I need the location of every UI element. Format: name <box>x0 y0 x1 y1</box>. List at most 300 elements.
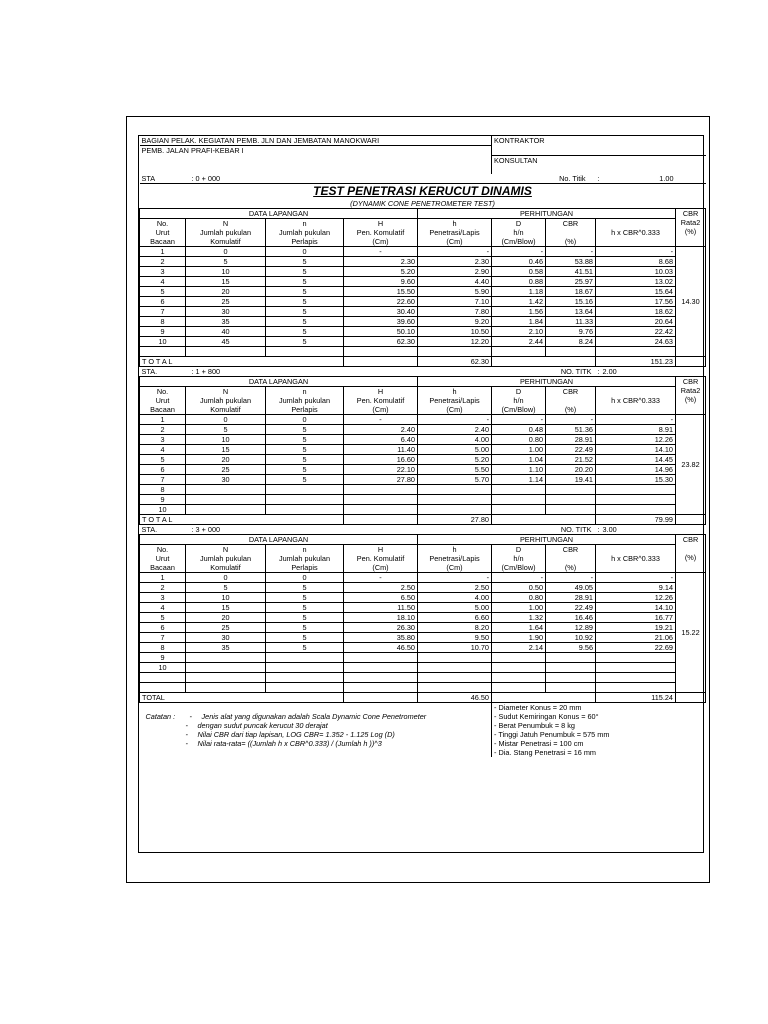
table-cell <box>492 682 546 692</box>
table-cell <box>186 504 266 514</box>
title-row <box>140 183 706 199</box>
column-header-n: Jumlah pukulan <box>266 228 344 237</box>
cbr-rata-header-line: (%) <box>684 394 697 404</box>
table-cell: - <box>492 572 546 582</box>
column-header-d: (Cm/Blow) <box>492 237 546 247</box>
table-cell: 8.20 <box>418 622 492 632</box>
sta-label: STA. <box>140 366 186 376</box>
table-cell <box>418 484 492 494</box>
table-cell: 12.20 <box>418 336 492 346</box>
column-header-n: Jumlah pukulan <box>186 228 266 237</box>
titik-value: 3.00 <box>602 524 617 534</box>
table-cell <box>492 652 546 662</box>
table-cell <box>344 672 418 682</box>
table-cell: 13.02 <box>596 276 676 286</box>
table-cell: 19.21 <box>596 622 676 632</box>
table-cell <box>546 494 596 504</box>
cbr-rata-header <box>676 534 706 572</box>
table-cell: 8 <box>140 642 186 652</box>
table-cell: 2 <box>140 256 186 266</box>
total-row <box>140 514 706 524</box>
column-header-d: (Cm/Blow) <box>492 563 546 573</box>
column-header-no: No. <box>140 386 186 396</box>
column-header-hxcbr: h x CBR^0.333 <box>596 228 676 237</box>
table-cell: 9.60 <box>344 276 418 286</box>
table-cell: 10.70 <box>418 642 492 652</box>
table-cell: 2.10 <box>492 326 546 336</box>
table-cell <box>492 662 546 672</box>
total-hxcbr: 151.23 <box>596 356 676 366</box>
table-cell <box>546 682 596 692</box>
table-cell: 1.00 <box>492 444 546 454</box>
column-header-n: Komulatif <box>186 405 266 415</box>
titik-label: NO. TITK <box>492 524 596 534</box>
table-cell <box>546 504 596 514</box>
column-header-no: Urut <box>140 228 186 237</box>
dcp-form <box>139 136 706 757</box>
cbr-rata-header-line: Rata2 <box>680 217 701 227</box>
table-cell: 5 <box>266 622 344 632</box>
cbr-rata-header-line: (%) <box>684 552 697 562</box>
table-cell: 20 <box>186 286 266 296</box>
table-cell: - <box>418 572 492 582</box>
table-cell: 53.88 <box>546 256 596 266</box>
group-header-row <box>140 208 706 218</box>
table-row <box>140 662 706 672</box>
table-cell: 6.60 <box>418 612 492 622</box>
table-cell: 6.50 <box>344 592 418 602</box>
column-header-cbr: (%) <box>546 563 596 573</box>
table-cell: 3 <box>140 434 186 444</box>
table-cell: 0.80 <box>492 434 546 444</box>
table-cell: 35 <box>186 316 266 326</box>
column-header-d: h/n <box>492 554 546 563</box>
titik-value: 2.00 <box>602 366 617 376</box>
table-cell: 13.64 <box>546 306 596 316</box>
table-cell: 5.70 <box>418 474 492 484</box>
table-cell: 9 <box>140 652 186 662</box>
column-header-h: (Cm) <box>418 237 492 247</box>
table-cell <box>492 504 546 514</box>
column-header-h: H <box>344 386 418 396</box>
table-cell <box>596 504 676 514</box>
table-cell: 4.00 <box>418 592 492 602</box>
table-cell: 35 <box>186 642 266 652</box>
table-cell: - <box>596 246 676 256</box>
table-cell: 18.62 <box>596 306 676 316</box>
cbr-rata-header <box>676 208 706 246</box>
table-cell: 9.20 <box>418 316 492 326</box>
table-row <box>140 256 706 266</box>
table-cell: 6 <box>140 296 186 306</box>
table-cell <box>186 494 266 504</box>
table-cell: 2.90 <box>418 266 492 276</box>
column-header-n: N <box>186 544 266 554</box>
column-header-d: (Cm/Blow) <box>492 405 546 415</box>
table-cell <box>140 682 186 692</box>
table-cell: 7 <box>140 306 186 316</box>
notes-label: Catatan : <box>145 711 176 721</box>
table-cell: 30 <box>186 306 266 316</box>
table-cell: 0 <box>186 414 266 424</box>
column-header-n: n <box>266 544 344 554</box>
table-cell: 18.10 <box>344 612 418 622</box>
table-cell <box>266 672 344 682</box>
table-cell: 1.10 <box>492 464 546 474</box>
table-row <box>140 682 706 692</box>
spec-item: - Dia. Stang Penetrasi = 16 mm <box>492 748 706 757</box>
table-cell <box>492 672 546 682</box>
table-cell: 2.30 <box>344 256 418 266</box>
table-cell: 2.14 <box>492 642 546 652</box>
table-cell: 2.50 <box>418 582 492 592</box>
table-cell: 0.50 <box>492 582 546 592</box>
table-row <box>140 424 706 434</box>
table-cell <box>344 662 418 672</box>
table-cell: 50.10 <box>344 326 418 336</box>
table-cell: 2 <box>140 582 186 592</box>
total-row <box>140 692 706 702</box>
table-cell: 0.88 <box>492 276 546 286</box>
column-header-row <box>140 218 706 228</box>
column-header-d: h/n <box>492 228 546 237</box>
column-header-row <box>140 544 706 554</box>
table-cell: 10 <box>186 266 266 276</box>
table-row <box>140 494 706 504</box>
table-cell: 27.80 <box>344 474 418 484</box>
column-header-n: Perlapis <box>266 563 344 573</box>
column-header-cbr <box>546 228 596 237</box>
table-cell: 4 <box>140 444 186 454</box>
table-cell: 2.40 <box>418 424 492 434</box>
table-cell: 5 <box>186 256 266 266</box>
table-cell: 11.50 <box>344 602 418 612</box>
column-header-n: Perlapis <box>266 237 344 247</box>
header-row-1 <box>140 136 706 146</box>
total-label: TOTAL <box>140 692 344 702</box>
table-cell: 5 <box>266 286 344 296</box>
table-cell: 11.40 <box>344 444 418 454</box>
table-row <box>140 296 706 306</box>
perhitungan-header: PERHITUNGAN <box>418 534 676 544</box>
column-header-h: Penetrasi/Lapis <box>418 228 492 237</box>
table-cell: 0 <box>186 572 266 582</box>
table-cell <box>418 346 492 356</box>
table-cell: - <box>418 246 492 256</box>
table-row <box>140 484 706 494</box>
notes-row <box>140 739 706 748</box>
table-cell <box>344 682 418 692</box>
titik-value: 1.00 <box>659 173 674 183</box>
table-cell: - <box>546 572 596 582</box>
table-cell: 8 <box>140 316 186 326</box>
table-cell <box>186 662 266 672</box>
table-cell: - <box>344 572 418 582</box>
spec-item: - Tinggi Jatuh Penumbuk = 575 mm <box>492 730 706 739</box>
titik-sep: : <box>597 366 600 376</box>
table-cell: 15.30 <box>596 474 676 484</box>
cbr-rata-header-line <box>678 544 703 553</box>
table-cell: - <box>546 414 596 424</box>
table-cell: 16.46 <box>546 612 596 622</box>
column-header-no: Bacaan <box>140 405 186 415</box>
column-header-cbr: (%) <box>546 237 596 247</box>
table-cell: 5.00 <box>418 602 492 612</box>
column-header-h: (Cm) <box>344 405 418 415</box>
table-cell: 5.20 <box>344 266 418 276</box>
table-cell: 15 <box>186 444 266 454</box>
table-row <box>140 504 706 514</box>
notes-row <box>140 721 706 730</box>
column-header-no: No. <box>140 544 186 554</box>
group-header-row <box>140 534 706 544</box>
table-cell <box>266 652 344 662</box>
column-header-row <box>140 237 706 247</box>
sta-row-3 <box>140 524 706 534</box>
spec-item: - Sudut Kemiringan Konus = 60° <box>492 712 706 721</box>
total-label: T O T A L <box>140 356 344 366</box>
table-cell <box>418 494 492 504</box>
table-cell: 5 <box>266 434 344 444</box>
column-header-h: Pen. Komulatif <box>344 396 418 405</box>
table-cell: 5 <box>140 454 186 464</box>
column-header-d: D <box>492 218 546 228</box>
header-left-1: BAGIAN PELAK. KEGIATAN PEMB. JLN DAN JEMBATAN MANOKWARI <box>140 136 492 146</box>
table-cell <box>344 652 418 662</box>
table-cell: 1.90 <box>492 632 546 642</box>
column-header-n: Komulatif <box>186 563 266 573</box>
table-cell: 1.04 <box>492 454 546 464</box>
cbr-rata-header-line: CBR <box>682 534 699 544</box>
column-header-h: Penetrasi/Lapis <box>418 396 492 405</box>
table-cell: - <box>418 414 492 424</box>
table-cell: 16.60 <box>344 454 418 464</box>
table-cell: 5 <box>186 582 266 592</box>
table-cell: 45 <box>186 336 266 346</box>
subtitle-row <box>140 199 706 209</box>
total-hxcbr: 79.99 <box>596 514 676 524</box>
table-cell: 5 <box>266 602 344 612</box>
table-cell: 5.90 <box>418 286 492 296</box>
column-header-h: Penetrasi/Lapis <box>418 554 492 563</box>
column-header-row <box>140 396 706 405</box>
table-cell: 12.89 <box>546 622 596 632</box>
table-cell <box>546 484 596 494</box>
table-cell: 5 <box>140 612 186 622</box>
column-header-no: Bacaan <box>140 563 186 573</box>
table-cell <box>418 672 492 682</box>
note-item: Jenis alat yang digunakan adalah Scala Dynamic Cone Penetrometer <box>201 711 427 721</box>
table-cell: 22.42 <box>596 326 676 336</box>
table-cell <box>596 494 676 504</box>
titik-sep: : <box>597 524 600 534</box>
notes-dash: - <box>189 711 192 721</box>
column-header-h: (Cm) <box>344 237 418 247</box>
data-lapangan-header: DATA LAPANGAN <box>140 534 418 544</box>
table-row <box>140 286 706 296</box>
table-row <box>140 246 706 256</box>
table-cell: 14.10 <box>596 444 676 454</box>
table-cell: 0.80 <box>492 592 546 602</box>
table-cell: 25 <box>186 296 266 306</box>
table-row <box>140 582 706 592</box>
table-row <box>140 642 706 652</box>
table-cell: 9.50 <box>418 632 492 642</box>
total-row <box>140 356 706 366</box>
column-header-n: Jumlah pukulan <box>186 396 266 405</box>
table-cell: 8.24 <box>546 336 596 346</box>
column-header-row <box>140 405 706 415</box>
table-row <box>140 414 706 424</box>
table-cell: 0 <box>186 246 266 256</box>
table-cell: 2.30 <box>418 256 492 266</box>
cbr-rata-header-line: CBR <box>682 208 699 218</box>
page-subtitle: (DYNAMIK CONE PENETROMETER TEST) <box>140 199 706 209</box>
table-cell: 5 <box>266 474 344 484</box>
table-cell: 5 <box>266 296 344 306</box>
table-cell: 26.30 <box>344 622 418 632</box>
table-cell: 8.68 <box>596 256 676 266</box>
table-row <box>140 572 706 582</box>
table-cell: 0.58 <box>492 266 546 276</box>
table-cell: 25 <box>186 622 266 632</box>
note-item: Nilai rata-rata= ((Jumlah h x CBR^0.333) / (Jumlah h ))^3 <box>197 738 382 748</box>
table-cell: 3 <box>140 592 186 602</box>
group-header-row <box>140 376 706 386</box>
column-header-row <box>140 386 706 396</box>
table-row <box>140 474 706 484</box>
table-cell: 1.32 <box>492 612 546 622</box>
column-header-n: n <box>266 386 344 396</box>
cbr-rata-header-line: (%) <box>684 226 697 236</box>
table-cell: 7 <box>140 632 186 642</box>
total-h: 27.80 <box>418 514 492 524</box>
table-cell: - <box>344 414 418 424</box>
table-row <box>140 266 706 276</box>
table-row <box>140 672 706 682</box>
table-cell: 30.40 <box>344 306 418 316</box>
table-row <box>140 632 706 642</box>
table-cell: 2.44 <box>492 336 546 346</box>
table-cell: 22.10 <box>344 464 418 474</box>
table-cell: 1 <box>140 414 186 424</box>
table-cell <box>266 682 344 692</box>
table-cell <box>492 484 546 494</box>
table-row <box>140 434 706 444</box>
table-cell: 4 <box>140 602 186 612</box>
column-header-no: Bacaan <box>140 237 186 247</box>
column-header-h: Pen. Komulatif <box>344 554 418 563</box>
table-cell <box>418 504 492 514</box>
table-row <box>140 622 706 632</box>
cbr-rata-header-line: CBR <box>682 376 699 386</box>
table-cell: 3 <box>140 266 186 276</box>
column-header-n: N <box>186 218 266 228</box>
table-cell <box>596 652 676 662</box>
table-cell <box>344 504 418 514</box>
table-cell: 10 <box>186 434 266 444</box>
column-header-n: Jumlah pukulan <box>186 554 266 563</box>
header-row-2 <box>140 146 706 156</box>
cbr-rata-value: 14.30 <box>676 246 706 356</box>
table-cell: 12.26 <box>596 434 676 444</box>
column-header-cbr: (%) <box>546 405 596 415</box>
kontraktor-label: KONTRAKTOR <box>492 136 706 146</box>
table-row <box>140 464 706 474</box>
column-header-h: H <box>344 218 418 228</box>
table-cell: 20.64 <box>596 316 676 326</box>
table-cell: 8.91 <box>596 424 676 434</box>
table-cell <box>186 672 266 682</box>
table-cell: 28.91 <box>546 592 596 602</box>
table-cell <box>596 346 676 356</box>
column-header-cbr <box>546 396 596 405</box>
note-item: dengan sudut puncak kerucut 30 derajat <box>197 720 328 730</box>
header-row-3 <box>140 155 706 165</box>
table-cell <box>492 346 546 356</box>
table-cell: 10.50 <box>418 326 492 336</box>
table-cell <box>546 652 596 662</box>
table-cell: 5 <box>266 582 344 592</box>
notes-row <box>140 712 706 721</box>
table-cell: 15 <box>186 276 266 286</box>
table-cell: 46.50 <box>344 642 418 652</box>
table-cell: 18.67 <box>546 286 596 296</box>
column-header-h: (Cm) <box>418 563 492 573</box>
table-cell: 5 <box>140 286 186 296</box>
table-cell <box>344 346 418 356</box>
note-item: Nilai CBR dari tiap lapisan, LOG CBR= 1.352 - 1.125 Log (D) <box>197 729 395 739</box>
table-cell <box>418 682 492 692</box>
column-header-n: N <box>186 386 266 396</box>
table-cell: 16.77 <box>596 612 676 622</box>
page-title: TEST PENETRASI KERUCUT DINAMIS <box>140 183 706 199</box>
table-cell: 10.92 <box>546 632 596 642</box>
column-header-n: Komulatif <box>186 237 266 247</box>
table-cell <box>266 504 344 514</box>
table-cell: - <box>596 414 676 424</box>
table-cell: 5 <box>266 256 344 266</box>
table-cell <box>266 484 344 494</box>
table-cell <box>186 346 266 356</box>
table-cell <box>186 682 266 692</box>
table-cell: 5 <box>266 464 344 474</box>
table-cell: - <box>546 246 596 256</box>
table-cell: 5 <box>266 632 344 642</box>
header-row-4 <box>140 165 706 174</box>
table-cell: 1.56 <box>492 306 546 316</box>
column-header-row <box>140 554 706 563</box>
table-cell: 28.91 <box>546 434 596 444</box>
table-cell: 7 <box>140 474 186 484</box>
table-cell: 2 <box>140 424 186 434</box>
table-row <box>140 592 706 602</box>
column-header-cbr <box>546 554 596 563</box>
table-cell: 25 <box>186 464 266 474</box>
table-cell <box>546 662 596 672</box>
table-cell: 6 <box>140 622 186 632</box>
table-cell: 7.80 <box>418 306 492 316</box>
column-header-n: Jumlah pukulan <box>266 396 344 405</box>
table-cell: 14.45 <box>596 454 676 464</box>
table-cell: 0 <box>266 572 344 582</box>
notes-dash: - <box>185 738 188 748</box>
sta-value: : 0 + 000 <box>191 173 221 183</box>
table-cell: 22.69 <box>596 642 676 652</box>
table-cell: 14.10 <box>596 602 676 612</box>
column-header-row <box>140 563 706 573</box>
table-cell: - <box>492 414 546 424</box>
